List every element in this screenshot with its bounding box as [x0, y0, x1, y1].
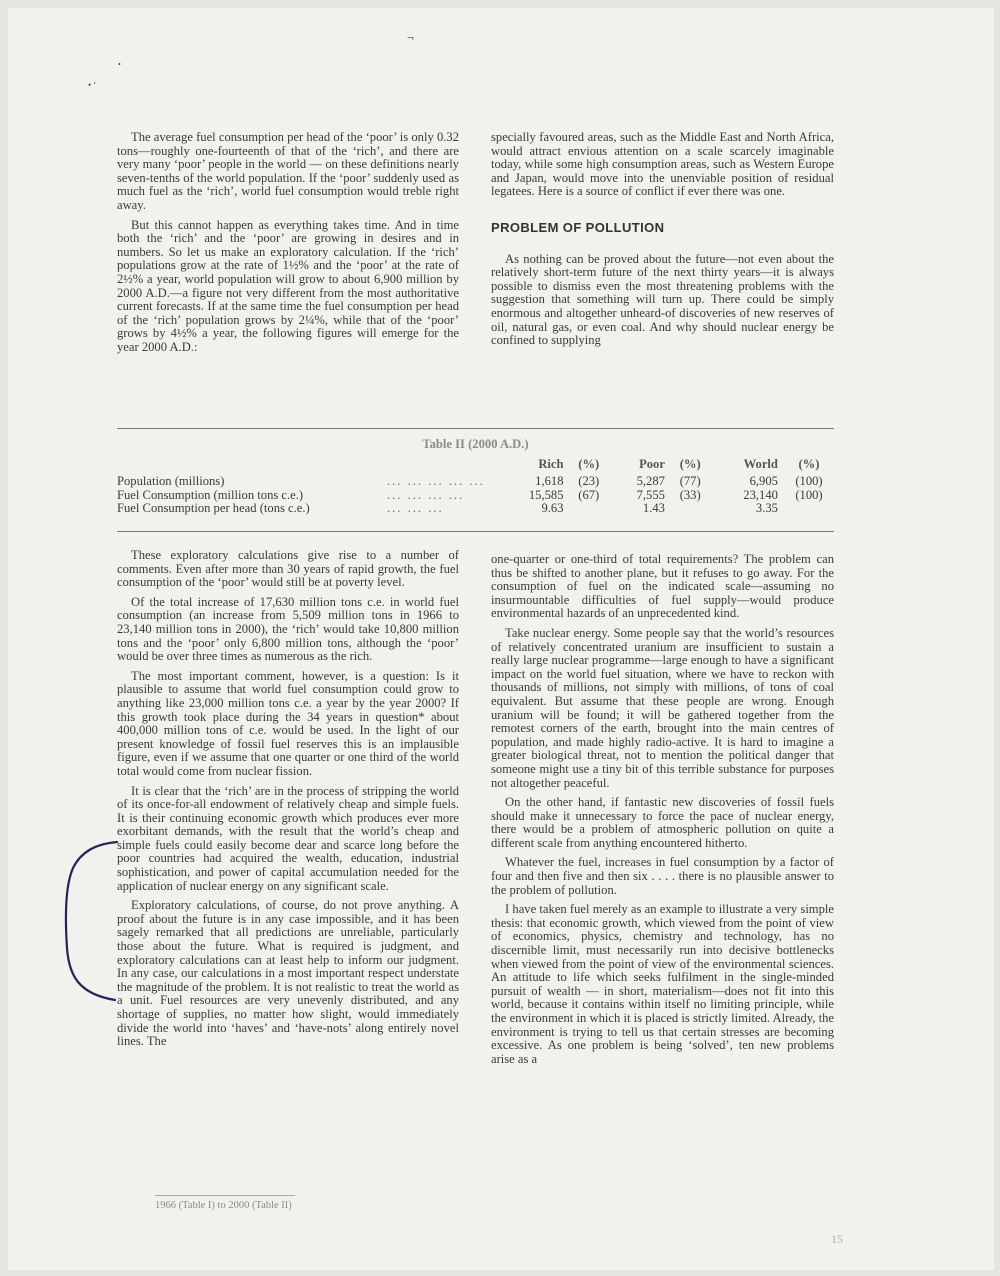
- speck-mark: •: [118, 60, 121, 69]
- column-header: (%): [679, 457, 701, 471]
- column-header: (%): [578, 457, 600, 471]
- table-cell: 9.63: [541, 501, 564, 515]
- table-cell: (77): [679, 474, 701, 488]
- table-cell: (33): [679, 487, 701, 502]
- page-number: 15: [831, 1232, 843, 1246]
- column-top-left: [117, 131, 459, 361]
- table-bottom-rule: [117, 531, 834, 532]
- table-cell: 1,618: [535, 474, 564, 488]
- table-cell: 6,905: [749, 474, 778, 488]
- table-header-row: [117, 458, 834, 475]
- column-header: World: [743, 457, 778, 471]
- section-heading: PROBLEM OF POLLUTION: [491, 219, 665, 235]
- paragraph: The most important comment, however, is a question: Is it plausible to assume that world fuel consumption could grow to anything like 23,000 million tons c.e. a year by the year 2000? If this growth took place during the 34 years in question* about 400,000 million tons of c.e. would be used. In the light of our present knowledge of fossil fuel reserves this is an implausible figure, even if we assume that one quarter or one third of the world total would come from nuclear fission.: [117, 668, 459, 778]
- table-cell: 5,287: [636, 474, 665, 488]
- paragraph: As nothing can be proved about the future—not even about the relatively short-term future of the next thirty years—it is always possible to dismiss even the most threatening problems with the suggestion that something will turn up. There could be simply enormous and altogether unheard-of discoveries of new reserves of oil, natural gas, or even coal. And why should nuclear energy be confined to supplying: [491, 251, 834, 348]
- paragraph: Of the total increase of 17,630 million tons c.e. in world fuel consumption (an increase from 5,509 million tons in 1966 to 23,140 million tons in 2000), the ‘rich’ would take 10,800 million tons and the ‘poor’ only 6,800 million tons, although the ‘poor’ would be over three times as numerous as the rich.: [117, 594, 459, 664]
- handwritten-bracket-mark: [55, 838, 125, 1008]
- speck-mark: • ‘: [88, 80, 97, 90]
- column-header: (%): [798, 457, 820, 471]
- leader-dots: ... ... ... ... ...: [387, 474, 485, 488]
- table-top-rule: [117, 428, 834, 429]
- column-top-right: [491, 131, 834, 354]
- fuel-table: [117, 458, 834, 516]
- row-label: Fuel Consumption per head (tons c.e.): [117, 501, 310, 515]
- speck-mark: ¬: [407, 30, 414, 44]
- paragraph: It is clear that the ‘rich’ are in the process of stripping the world of its once-for-all endowment of relatively cheap and simple fuels. It is their continuing economic growth which produces ever more exorbitant demands, with the result that the world’s cheap and simple fuels could easily become dear and scarce long before the poor countries had acquired the wealth, education, industrial sophistication, and power of capital accumulation needed for the application of nuclear energy on any significant scale.: [117, 783, 459, 893]
- footnote-rule: [155, 1195, 295, 1196]
- table-cell: 3.35: [755, 501, 778, 515]
- paragraph: On the other hand, if fantastic new discoveries of fossil fuels should make it unnecessary to force the pace of nuclear energy, there would be a problem of atmospheric pollution on quite a different scale from anything encountered hitherto.: [491, 795, 834, 850]
- paragraph: Whatever the fuel, increases in fuel consumption by a factor of four and then five and then six . . . . there is no plausible answer to the problem of pollution.: [491, 855, 834, 897]
- footnote: 1966 (Table I) to 2000 (Table II): [155, 1200, 292, 1211]
- row-label: Population (millions): [117, 474, 225, 488]
- table-title: Table II (2000 A.D.): [422, 437, 529, 451]
- table-cell: 7,555: [636, 487, 665, 502]
- table-cell: (23): [578, 474, 600, 488]
- table-cell: 1.43: [642, 501, 665, 515]
- table-cell: 15,585: [528, 487, 564, 502]
- paragraph: one-quarter or one-third of total requirements? The problem can thus be shifted to another plane, but it refuses to go away. For the consumption of fuel on the indicated scale—assuming no insurmountable difficulties of fuel supply—would produce environmental hazards of an unprecedented kind.: [491, 552, 834, 621]
- table-row: [117, 475, 834, 489]
- paragraph: Take nuclear energy. Some people say that the world’s resources of relatively concentrated uranium are insufficient to sustain a really large nuclear programme—large enough to have a significant impact on the world fuel situation, where we have to reckon with thousands of millions, not simply with millions, of tons of coal equivalent. But assume that these people are wrong. Enough uranium will be found; it will be gathered together from the remotest corners of the earth, brought into the main centres of population, and made highly radio-active. It is hard to imagine a greater biological threat, not to mention the political danger that someone might use a tiny bit of this terrible substance for purposes not altogether peaceful.: [491, 625, 834, 790]
- column-header: Rich: [538, 457, 564, 471]
- table-cell: (67): [578, 487, 600, 502]
- paragraph: specially favoured areas, such as the Middle East and North Africa, would attract envious attention on a scale scarcely imaginable today, while some high consumption areas, such as Western Europe and Japan, would move into the unenviable position of residual legatees. Here is a source of conflict if ever there was one.: [491, 130, 834, 199]
- leader-dots: ... ... ... ...: [387, 487, 465, 502]
- row-label: Fuel Consumption (million tons c.e.): [117, 487, 304, 502]
- table-cell: (100): [795, 487, 823, 502]
- table-cell: [570, 502, 608, 516]
- table-cell: [671, 502, 709, 516]
- table-row: [117, 502, 834, 516]
- table-cell: (100): [795, 474, 823, 488]
- paragraph: These exploratory calculations give rise to a number of comments. Even after more than 30 years of rapid growth, the fuel consumption of the ‘poor’ would still be at poverty level.: [117, 548, 459, 590]
- paragraph: The average fuel consumption per head of the ‘poor’ is only 0.32 tons—roughly one-fourteenth of that of the ‘rich’, and there are very many ‘poor’ people in the world — on these definitions nearly seven-tenths of the world population. If the ‘poor’ suddenly used as much fuel as the ‘rich’, world fuel consumption would treble right away.: [117, 130, 459, 212]
- column-bottom-left: [117, 549, 459, 1055]
- paragraph: Exploratory calculations, of course, do not prove anything. A proof about the future is in any case impossible, and it has been sagely remarked that all predictions are unreliable, particularly those about the future. What is required is judgment, and exploratory calculations can at least help to inform our judgment. In any case, our calculations in a most important respect understate the magnitude of the problem. It is not realistic to treat the world as a unit. Fuel resources are very unevenly distributed, and any shortage of supplies, no matter how slight, would immediately divide the world into ‘haves’ and ‘have-nots’ along entirely novel lines. The: [117, 898, 459, 1049]
- table-cell: 23,140: [743, 487, 778, 502]
- paragraph: I have taken fuel merely as an example to illustrate a very simple thesis: that economic growth, which viewed from the point of view of economics, physics, chemistry and technology, has no discernible limit, must necessarily run into decisive bottlenecks when viewed from the point of view of the environmental sciences. An attitude to life which seeks fulfilment in the single-minded pursuit of wealth — in short, materialism—does not fit into this world, because it contains within itself no limiting principle, while the environment in which it is placed is strictly limited. Already, the environment is trying to tell us that certain stresses are becoming excessive. As one problem is being ‘solved’, ten new problems arise as a: [491, 902, 834, 1066]
- column-header: Poor: [639, 457, 665, 471]
- table-row: [117, 489, 834, 503]
- table-cell: [784, 502, 834, 516]
- paragraph: But this cannot happen as everything takes time. And in time both the ‘rich’ and the ‘poor’ are growing in desires and in numbers. So let us make an exploratory calculation. If the ‘rich’ populations grow at the rate of 1½% and the ‘poor’ at the rate of 2½% a year, world population will grow to about 6,900 million by 2000 A.D.—a figure not very different from the most authoritative current forecasts. If at the same time the fuel consumption per head of the ‘rich’ population grows by 2¼%, while that of the ‘poor’ grows by 4½% a year, the following figures will emerge for the year 2000 A.D.:: [117, 217, 459, 354]
- leader-dots: ... ... ...: [387, 501, 444, 515]
- column-bottom-right: [491, 553, 834, 1072]
